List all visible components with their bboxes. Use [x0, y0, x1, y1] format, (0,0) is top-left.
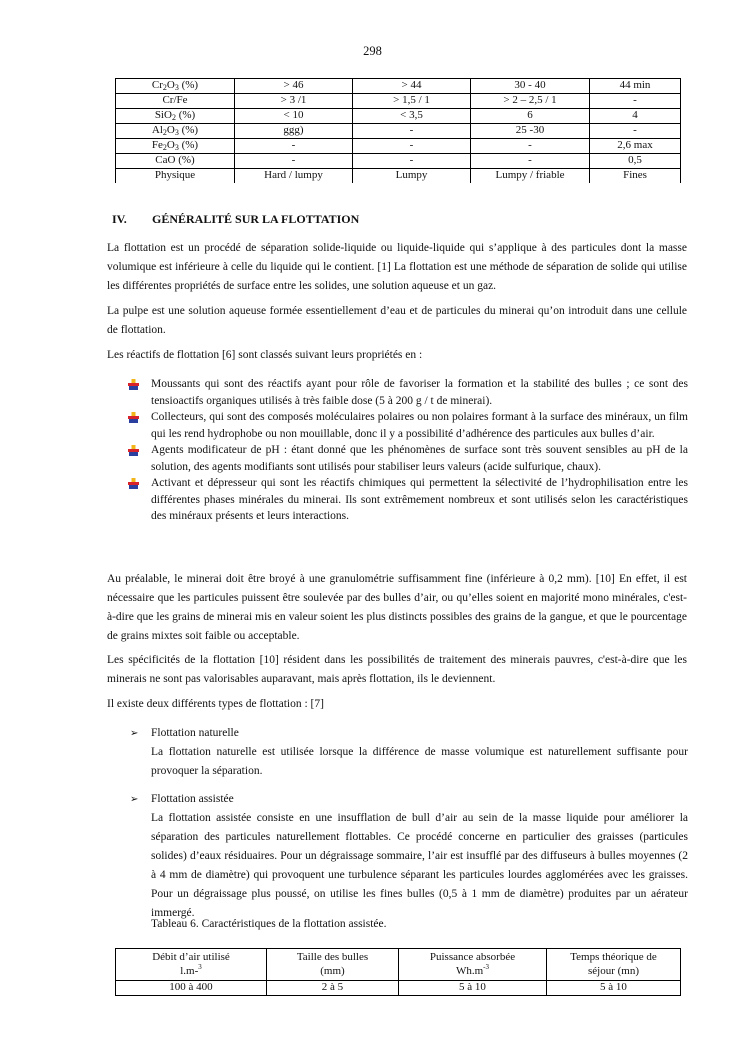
label-part: O — [166, 79, 175, 92]
section-number: IV. — [112, 212, 127, 226]
label-part: Physique — [154, 169, 196, 182]
reagent-list — [128, 376, 688, 525]
label-part: Fe — [151, 139, 163, 152]
table-header-row — [116, 949, 681, 981]
label-subscript: 2 — [162, 143, 167, 153]
reagent-text: Agents modificateur de pH : étant donné que les phénomènes de surface sont très souvent sensibles au pH de la solution, des agents modifiants sont utilisés pour stabiliser leurs valeurs (acide sulfurique, chaux). — [151, 444, 688, 473]
table-row — [116, 94, 681, 109]
label-subscript: 3 — [174, 143, 179, 153]
list-item — [128, 376, 688, 409]
paragraph-text: Au préalable, le minerai doit être broyé à une granulométrie suffisamment fine (inférieure à 0,2 mm). [10] En effet, il est nécessaire que les particules puissent être soulevée par des bulles d’air, ou qu’elles soient en majorité mono minérales, c'est-à-dire que les grains de minerai mis en valeur soient les plus distincts possibles des grains de la gangue, et que le pourcentage de grains mixtes soit faible ou acceptable. — [107, 573, 687, 642]
table-cell: Fines — [590, 169, 681, 184]
label-subscript: 3 — [174, 83, 179, 93]
flotation-type-natural — [130, 724, 688, 781]
table-cell: > 3 /1 — [235, 94, 353, 109]
label-part: (%) — [178, 139, 199, 152]
header-line: Temps théorique de — [570, 951, 657, 963]
row-label — [116, 139, 235, 154]
label-part: Cr/Fe — [162, 94, 188, 107]
table-cell: 2,6 max — [590, 139, 681, 154]
row-label — [116, 94, 235, 109]
label-part: SiO — [154, 109, 172, 122]
label-subscript: 2 — [162, 128, 167, 138]
paragraph-text: La flottation est un procédé de séparation solide-liquide ou liquide-liquide qui s’applique à des particules dont la masse volumique est inférieure à celle du liquide qui le contient. [1] La flottation est une méthode de séparation de solide qui utilise les différentes propriétés de surface entre les solides, une solution aqueuse et un gaz. — [107, 242, 687, 292]
page-number: 298 — [363, 44, 382, 58]
assisted-flotation-table — [115, 948, 681, 996]
label-part: O — [166, 139, 175, 152]
table-row — [116, 169, 681, 184]
table-cell: ggg) — [235, 124, 353, 139]
type-text: La flottation naturelle est utilisée lorsque la différence de masse volumique est naturellement suffisante pour provoquer la séparation. — [151, 746, 688, 777]
table-cell: Hard / lumpy — [235, 169, 353, 184]
header-unit: (mm) — [320, 964, 345, 977]
table-cell: 6 — [471, 109, 590, 124]
header-line: Débit d’air utilisé — [152, 951, 230, 963]
header-exponent: 3 — [198, 962, 202, 971]
table-header-cell — [399, 949, 547, 981]
section-heading: GÉNÉRALITÉ SUR LA FLOTTATION — [152, 212, 360, 226]
table-header-cell — [267, 949, 399, 981]
header-line — [269, 965, 396, 979]
flotation-type-assisted — [130, 790, 688, 923]
label-part: (%) — [178, 79, 199, 92]
table-cell: - — [471, 154, 590, 169]
colored-bullet-icon — [128, 478, 139, 489]
list-item — [128, 442, 688, 475]
table-cell: - — [590, 124, 681, 139]
table-cell: - — [235, 154, 353, 169]
table-cell: 100 à 400 — [116, 981, 267, 996]
table-cell: 5 à 10 — [547, 981, 681, 996]
paragraph-text: Les spécificités de la flottation [10] résident dans les possibilités de traitement des minerais pauvres, c'est-à-dire que les minerais ne sont pas valorisables auparavant, mais après flottation, ils le deviennent. — [107, 654, 687, 685]
label-subscript: 3 — [174, 128, 179, 138]
table-row — [116, 981, 681, 996]
table-cell: - — [235, 139, 353, 154]
table-cell: 4 — [590, 109, 681, 124]
header-unit: séjour (mn) — [587, 964, 639, 977]
label-part: Al — [151, 124, 163, 137]
table-cell: - — [471, 139, 590, 154]
table-header-cell — [547, 949, 681, 981]
ore-specification-table — [115, 78, 681, 183]
paragraph-text: La pulpe est une solution aqueuse formée essentiellement d’eau et de particules du minerai qu’on introduit dans une cellule de flottation. — [107, 305, 687, 336]
table-row — [116, 79, 681, 94]
header-line — [401, 962, 544, 979]
table-cell: 0,5 — [590, 154, 681, 169]
table-cell: > 1,5 / 1 — [353, 94, 471, 109]
table-cell: 5 à 10 — [399, 981, 547, 996]
label-part: (%) — [178, 124, 199, 137]
table-cell: - — [353, 139, 471, 154]
header-unit: Wh.m — [455, 964, 484, 977]
colored-bullet-icon — [128, 379, 139, 390]
row-label — [116, 169, 235, 184]
label-subscript: 2 — [162, 83, 167, 93]
paragraph-definition — [107, 239, 687, 296]
paragraph-reagents-intro — [107, 346, 687, 365]
table-row — [116, 154, 681, 169]
paragraph-specificities — [107, 651, 687, 689]
label-part: Cr — [151, 79, 163, 92]
header-exponent: -3 — [483, 962, 490, 971]
table-cell: 30 - 40 — [471, 79, 590, 94]
table-cell: Lumpy — [353, 169, 471, 184]
type-text: La flottation assistée consiste en une insufflation de bull d’air au sein de la masse liquide pour améliorer la séparation des particules naturellement flottables. Ce procédé concerne en particulier des graisses (particules solides) d’eaux résiduaires. Pour un dégraissage sommaire, l’air est insufflé par des diffuseurs à bulles moyennes (2 à 4 mm de diamètre) qui provoquent une turbulence séparant les particules lourdes agglomérées avec les graisses. Pour un dégraissage plus poussé, on utilise les fines bulles (0,5 à 1 mm de diamètre) produites par un aérateur immergé. — [151, 812, 688, 919]
table-cell: < 3,5 — [353, 109, 471, 124]
paragraph-text: Il existe deux différents types de flottation : [7] — [107, 698, 324, 710]
table-cell: - — [590, 94, 681, 109]
list-item — [128, 475, 688, 525]
table-header-cell — [116, 949, 267, 981]
row-label — [116, 79, 235, 94]
label-part: CaO (%) — [155, 154, 195, 167]
row-label — [116, 154, 235, 169]
reagent-text: Moussants qui sont des réactifs ayant pour rôle de favoriser la formation et la stabilité des bulles ; ce sont des tensioactifs organiques utilisés à très faible dose (5 à 200 g / t de minerai). — [151, 378, 688, 407]
table-cell: - — [353, 154, 471, 169]
reagent-text: Activant et dépresseur qui sont les réactifs chimiques qui permettent la sélectivité de l’hydrophilisation entre les différentes phases minérales du minerai. Ils sont extrêmement nombreux et sont utilisés selon les caractéristiques des minéraux présents et leurs interactions. — [151, 477, 688, 522]
list-item — [130, 790, 688, 923]
label-part: (%) — [175, 109, 196, 122]
table-cell: > 44 — [353, 79, 471, 94]
label-subscript: 2 — [171, 113, 176, 123]
section-title — [112, 212, 359, 227]
header-line — [118, 962, 264, 979]
table-cell: 44 min — [590, 79, 681, 94]
header-line: Puissance absorbée — [429, 951, 516, 963]
colored-bullet-icon — [128, 412, 139, 423]
table-row — [116, 139, 681, 154]
table-cell: - — [353, 124, 471, 139]
table-cell: 2 à 5 — [267, 981, 399, 996]
table-cell: < 10 — [235, 109, 353, 124]
table-row — [116, 124, 681, 139]
paragraph-pulp — [107, 302, 687, 340]
header-line — [549, 965, 678, 979]
table-cell: > 2 – 2,5 / 1 — [471, 94, 590, 109]
colored-bullet-icon — [128, 445, 139, 456]
paragraph-text: Les réactifs de flottation [6] sont classés suivant leurs propriétés en : — [107, 349, 423, 361]
row-label — [116, 124, 235, 139]
list-item — [130, 724, 688, 781]
row-label — [116, 109, 235, 124]
table-row — [116, 109, 681, 124]
reagent-text: Collecteurs, qui sont des composés moléculaires polaires ou non polaires formant à la surface des minéraux, un film qui les rend hydrophobe ou non mouillable, donc il y a possibilité d’adhérence des particules aux bulles d’air. — [151, 411, 688, 440]
header-line: Taille des bulles — [296, 951, 369, 963]
table-cell: 25 -30 — [471, 124, 590, 139]
table-cell: > 46 — [235, 79, 353, 94]
header-unit: l.m- — [180, 964, 199, 977]
label-part: O — [166, 124, 175, 137]
table-caption: Tableau 6. Caractéristiques de la flottation assistée. — [151, 918, 387, 930]
paragraph-grinding — [107, 570, 687, 646]
arrow-bullet-icon: ➢ — [130, 728, 139, 739]
arrow-bullet-icon: ➢ — [130, 794, 139, 805]
type-title: Flottation assistée — [151, 793, 234, 805]
table-cell: Lumpy / friable — [471, 169, 590, 184]
paragraph-types-intro — [107, 695, 687, 714]
list-item — [128, 409, 688, 442]
type-title: Flottation naturelle — [151, 727, 239, 739]
